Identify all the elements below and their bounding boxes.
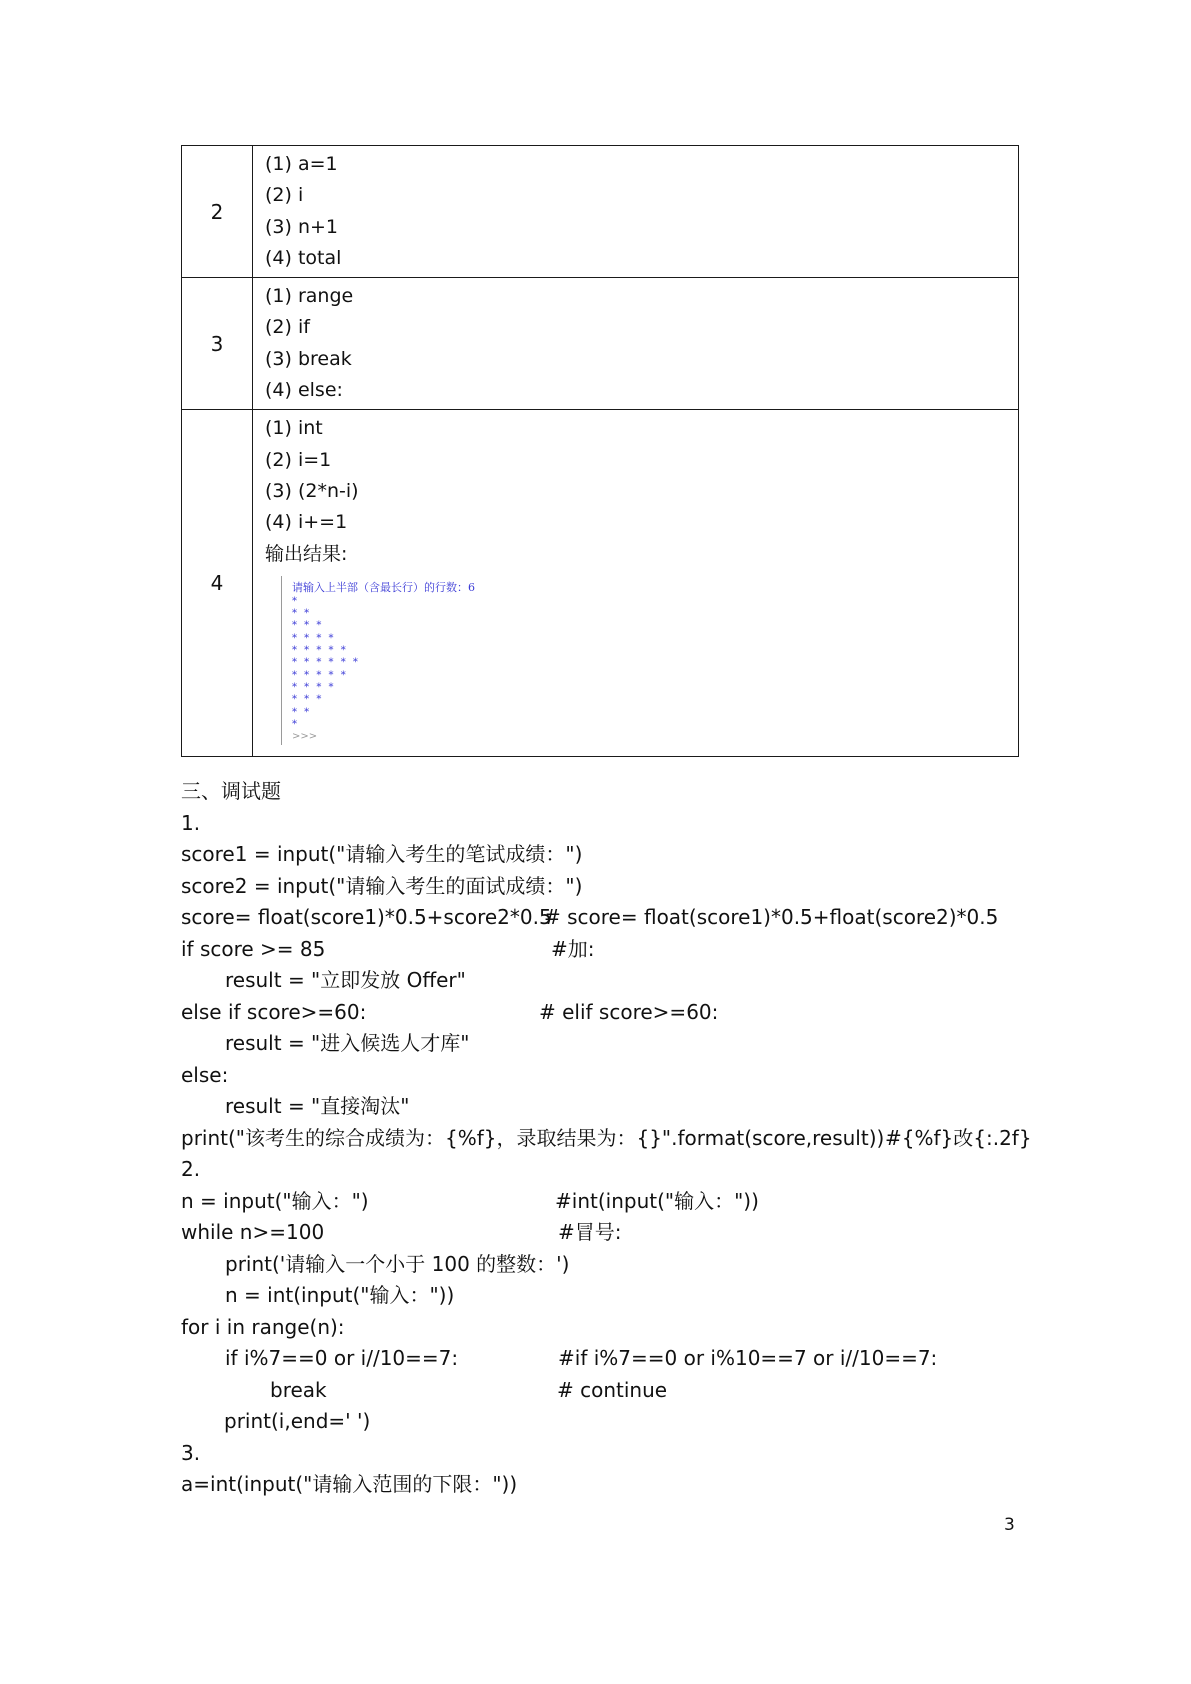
code-text: 3. bbox=[181, 1440, 201, 1465]
code-text: n = input("输入：") bbox=[181, 1188, 369, 1213]
code-line bbox=[181, 871, 1021, 903]
code-line bbox=[181, 1438, 1021, 1470]
star-row: * * bbox=[292, 706, 312, 718]
answer-cell bbox=[253, 146, 1019, 278]
answer-line: (1) range bbox=[265, 285, 354, 308]
answer-cell bbox=[253, 410, 1019, 757]
page-number: 3 bbox=[1004, 1515, 1015, 1535]
star-row: * bbox=[292, 718, 299, 730]
code-text: else: bbox=[181, 1062, 229, 1087]
output-label: 输出结果: bbox=[265, 542, 348, 565]
code-line bbox=[181, 839, 1021, 871]
code-text: print("该考生的综合成绩为：{%f}，录取结果为：{}".format(score,result)) bbox=[181, 1125, 885, 1150]
console-prompt: 请输入上半部（含最长行）的行数：6 bbox=[292, 580, 475, 594]
code-comment: #if i%7==0 or i%10==7 or i//10==7: bbox=[558, 1346, 938, 1370]
code-text: print(i,end=' ') bbox=[224, 1409, 371, 1433]
answer-line: (1) int bbox=[265, 417, 323, 440]
code-line bbox=[181, 1343, 1021, 1375]
answer-line: (2) i bbox=[265, 184, 304, 207]
code-text: result = "直接淘汰" bbox=[225, 1094, 410, 1118]
star-row: * * * bbox=[292, 620, 324, 632]
question-number: 3 bbox=[182, 278, 253, 410]
star-row: * * * * bbox=[292, 681, 336, 693]
code-line bbox=[181, 1217, 1021, 1249]
question-number: 2 bbox=[182, 146, 253, 278]
answer-table bbox=[181, 145, 1019, 757]
table-row bbox=[182, 410, 1019, 757]
code-text: 2. bbox=[181, 1157, 201, 1181]
code-text: n = int(input("输入：")) bbox=[225, 1283, 455, 1307]
code-line bbox=[181, 965, 1021, 997]
star-row: * * * * * * bbox=[292, 657, 360, 669]
answer-line: (2) i=1 bbox=[265, 448, 332, 471]
code-text: print('请输入一个小于 100 的整数：') bbox=[225, 1251, 570, 1276]
code-comment: #int(input("输入：")) bbox=[555, 1188, 759, 1213]
answer-line: (2) if bbox=[265, 316, 310, 339]
code-line bbox=[181, 934, 1021, 966]
question-number: 4 bbox=[182, 410, 253, 757]
code-comment: # elif score>=60: bbox=[539, 999, 719, 1024]
code-text: result = "立即发放 Offer" bbox=[225, 968, 466, 992]
code-line bbox=[181, 1280, 1021, 1312]
code-text: score= float(score1)*0.5+score2*0.5 bbox=[181, 905, 552, 929]
table-row bbox=[182, 278, 1019, 410]
answer-line: (3) (2*n-i) bbox=[265, 479, 359, 502]
answer-line: (4) total bbox=[265, 246, 342, 269]
code-line bbox=[181, 1312, 1021, 1344]
answer-line: (1) a=1 bbox=[265, 153, 338, 175]
section-heading-text: 三、调试题 bbox=[181, 779, 281, 803]
code-line bbox=[181, 1249, 1021, 1281]
code-comment: #{%f}改{:.2f} bbox=[885, 1125, 1032, 1150]
code-line bbox=[181, 902, 1021, 934]
code-line bbox=[181, 1406, 1021, 1438]
answer-line: (4) else: bbox=[265, 379, 343, 402]
code-comment: #加: bbox=[551, 936, 595, 961]
code-line bbox=[181, 1154, 1021, 1186]
code-comment: # score= float(score1)*0.5+float(score2)*0.5 bbox=[544, 905, 999, 929]
code-text: a=int(input("请输入范围的下限：")) bbox=[181, 1472, 518, 1496]
star-row: * bbox=[292, 595, 299, 607]
code-comment: # continue bbox=[557, 1377, 668, 1402]
code-line bbox=[181, 997, 1021, 1029]
code-line bbox=[181, 1375, 1021, 1407]
code-text: if i%7==0 or i//10==7: bbox=[225, 1346, 459, 1370]
table-row bbox=[182, 146, 1019, 278]
code-line bbox=[181, 1028, 1021, 1060]
code-text: if score >= 85 bbox=[181, 936, 326, 961]
code-text: result = "进入候选人才库" bbox=[225, 1031, 470, 1055]
star-row: * * * * * bbox=[292, 645, 348, 657]
star-row: * * * * bbox=[292, 632, 336, 644]
console-output bbox=[281, 576, 552, 745]
debug-section bbox=[181, 776, 1032, 1501]
code-line bbox=[181, 1060, 1021, 1092]
code-line bbox=[181, 1123, 1032, 1155]
console-chevrons: >>> bbox=[292, 731, 318, 743]
code-text: else if score>=60: bbox=[181, 999, 367, 1024]
code-text: score2 = input("请输入考生的面试成绩：") bbox=[181, 873, 583, 898]
code-text: while n>=100 bbox=[181, 1220, 325, 1244]
answer-line: (3) break bbox=[265, 347, 352, 370]
answer-line: (3) n+1 bbox=[265, 215, 339, 238]
code-line bbox=[181, 1186, 1021, 1218]
code-text: 1. bbox=[181, 810, 201, 835]
code-comment: #冒号: bbox=[558, 1220, 622, 1244]
answer-cell bbox=[253, 278, 1019, 410]
code-text: score1 = input("请输入考生的笔试成绩：") bbox=[181, 842, 583, 866]
code-text: for i in range(n): bbox=[181, 1314, 345, 1339]
section-heading bbox=[181, 776, 1021, 808]
answer-line: (4) i+=1 bbox=[265, 511, 348, 534]
code-text: break bbox=[270, 1377, 327, 1402]
code-line bbox=[181, 1091, 1021, 1123]
star-row: * * bbox=[292, 608, 312, 620]
star-row: * * * * * bbox=[292, 669, 348, 681]
code-line bbox=[181, 808, 1021, 840]
code-line bbox=[181, 1469, 1021, 1501]
star-row: * * * bbox=[292, 694, 324, 706]
